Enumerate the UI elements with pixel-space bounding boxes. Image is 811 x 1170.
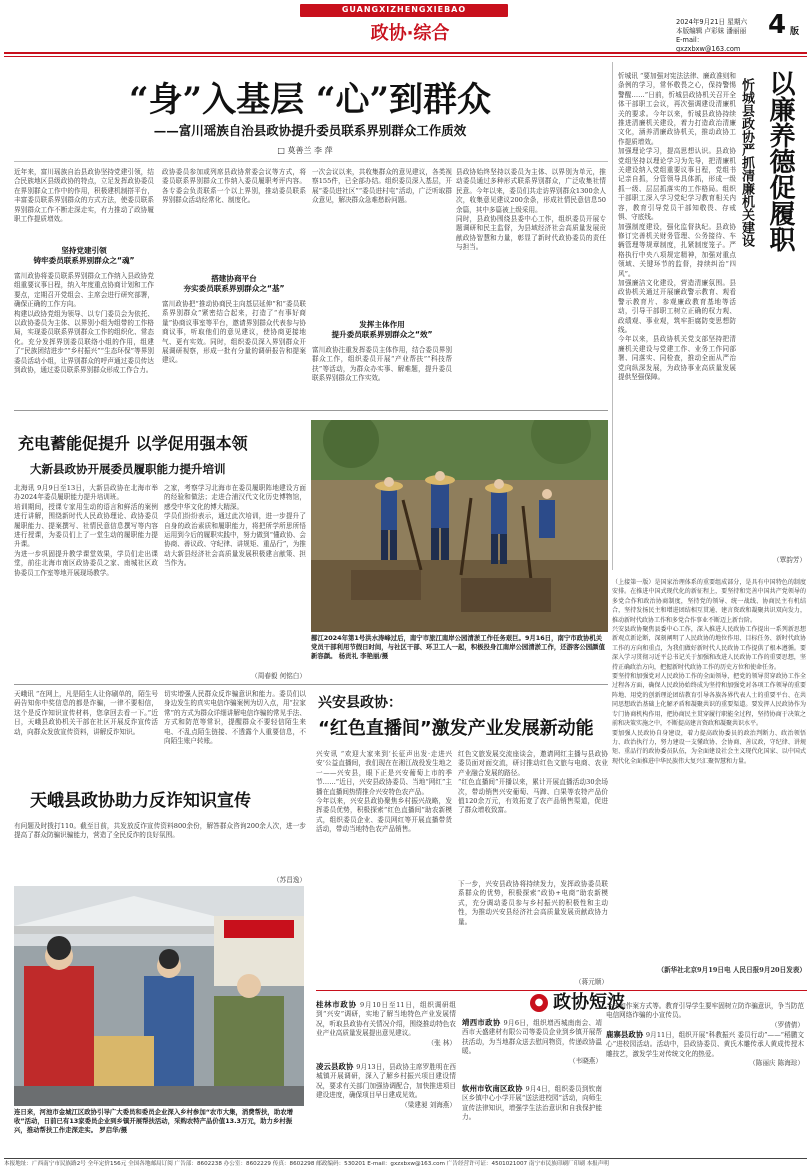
masthead-info [676, 18, 766, 54]
story3-col2: 切实增强人民群众反诈骗意识和能力。委员们以身边发生的真实电信诈骗案例为切入点，用“拉家常”的方式为群众详细讲解电信诈骗的常见手法、方式和防范等常识，提醒群众不要轻信陌生来电、不乱点陌生链接、不透露个人重要信息，不向陌生账户转账。 [164, 690, 306, 746]
brief-item [606, 1030, 804, 1156]
lead-col4-p1: 县政协始终坚持以委员为主体、以界别为单元，推动委员通过多种形式联系界别群众，广泛收集社情民意。今年以来，委员们共走访界别群众1300余人次，收集意见建议200余条，形成社情民意信息50余篇，其中多篇被上级采用。 同时，县政协围绕县委中心工作，组织委员开展专题调研和民主监督，为县域经济社会高质量发展贡献政协智慧和力量，彰显了新时代政协委员的责任与担当。 [456, 168, 606, 252]
brief-item-text: 9月10日至11日，组织调研组到“兴安”调研，实地了解当地特色产业发展情况，听取县政协有关情况介绍，围绕推动特色农业产业高质量发展提出意见建议。 [316, 1001, 456, 1038]
cleanup-photo-graphic [311, 420, 608, 632]
brief-item-credit: （梁建昶 刘海燕） [401, 1100, 456, 1109]
section-title: 政协·综合 [370, 23, 450, 44]
brief-item-head: 桂林市政协 [316, 1000, 361, 1009]
brief-item [606, 1002, 804, 1028]
story2-col2: 之家，考察学习北海市在委员履职阵地建设方面的经验和做法；走进合浦汉代文化历史博物馆，感受中华文化的博大精深。 学员们纷纷表示，通过此次培训，进一步提升了自身的政治素质和履职能力，将把所学所思所悟运用到今后的履职实践中，努力做到“懂政协、会协商、善议政、守纪律、讲规矩、重品行”，为推动大新县经济社会高质量发展积极建言献策、担当作为。 [164, 484, 306, 568]
sidebar-subtitle: 忻城县政协严抓清廉机关建设 [739, 78, 754, 247]
lead-col2-heading: 搭建协商平台 夯实委员联系界别群众之“基” [183, 274, 285, 293]
brief-item-credit: （张 林） [427, 1038, 456, 1047]
cleanup-photo [311, 420, 608, 632]
brief-item [316, 1062, 456, 1156]
brief-item [316, 1000, 456, 1058]
briefs-rule [316, 990, 807, 991]
column-divider [612, 62, 613, 570]
brief-item-credit: （韦晓燕） [569, 1056, 602, 1065]
briefs-icon: ● [530, 994, 548, 1012]
brief-item-head: 软州市钦南区政协 [462, 1084, 526, 1093]
story3-col1: 天峨讯 “在网上，凡是陌生人让你刷单的，陌生号码告知你中奖信息的都是诈骗，一律不要相信，这个是反诈知识宣传材料，您拿回去看一下。”近日，天峨县政协机关干部在社区开展反诈宣传活动，向群众发放宣传资料，讲解反诈知识。 [14, 690, 158, 736]
story3-credit: （苏昌逸） [273, 876, 306, 884]
lead-rule [14, 161, 608, 162]
footer-rule [4, 1158, 807, 1159]
article-right-body: （上接第一版）是国家治理体系的重要组成部分，是具有中国特色的制度安排。在推进中国式现代化的新征程上，要坚持和完善中国共产党领导的多党合作和政治协商制度，坚持党的领导、统一战线、协商民主有机结合，坚持发扬民主和增进团结相互贯通、建言资政和凝聚共识双向发力，推动新时代政协工作和多党合作事业不断迈上新台阶。 兴安县政协聚焦县委中心工作，深入推进人民政协工作提出一系列新思想新观点新论断，深刻阐明了人民政协的地位作用、目标任务、新时代政协工作的方向和重点，为我们做好新时代人民政协工作提供了根本遵循。要深入学习贯彻习近平总书记关于加强和改进人民政协工作的重要思想，坚持正确政治方向，把握新时代政协工作的历史方位和使命任务。 要坚持和加强党对人民政协工作的全面领导，把党的领导贯穿政协工作全过程各方面，确保人民政协始终成为坚持和加强党对各项工作领导的重要阵地、用党的创新理论团结教育引导各族各界代表人士的重要平台、在共同思想政治基础上化解矛盾和凝聚共识的重要渠道。要发挥人民政协作为专门协商机构作用，把协商民主贯穿履行职能全过程，坚持协商于决策之前和决策实施之中，不断提高建言资政和凝聚共识水平。 要加强人民政协自身建设，着力提高政协委员的政治判断力、政治领悟力、政治执行力，努力建设一支懂政协、会协商、善议政，守纪律、讲规矩、重品行的政协委员队伍，为全面建设社会主义现代化国家、以中国式现代化全面推进中华民族伟大复兴汇聚智慧和力量。 [612, 579, 806, 765]
sidebar-title: 以廉养德促履职 [765, 70, 795, 252]
story4-credit: （蒋元顺） [575, 978, 608, 986]
brief-item-credit: （陈丽庆 陈海琮） [749, 1059, 804, 1068]
lead-subtitle: ——富川瑶族自治县政协提升委员联系界别群众工作质效 [153, 123, 467, 138]
lead-title: “身”入基层 “心”到群众 [128, 80, 492, 120]
brief-item [462, 1018, 602, 1082]
lead-col2-p2: 富川政协把“推动协商民主向基层延伸”和“委员联系界别群众”紧密结合起来，打造了“有事好商量”协商议事室等平台，邀请界别群众代表参与协商议事，听取他们的意见建议，使协商更接地气、更有实效。同时，组织委员深入界别群众开展调研视察，形成一批有分量的调研报告和提案建议。 [162, 300, 306, 365]
story4-col3: 下一步，兴安县政协将持续发力，发挥政协委员联系群众的优势，积极探索“政协+电商”助农新模式，充分调动委员参与乡村振兴的积极性和主动性，为推动兴安县经济社会高质量发展贡献政协力量。 [458, 880, 608, 926]
brief-item-head: 靖西市政协 [462, 1018, 504, 1027]
lead-col1-p2: 富川政协将委员联系界别群众工作纳入县政协党组重要议事日程，纳入年度重点协商计划和工作要点，定期召开党组会、主席会进行研究部署，确保正确的工作方向。 构建以政协党组为领导、以专门委员会为依托、以政协委员为主体、以界别小组为组带的工作格局，实现委员联系界别群众工作的组织化、常态化。充分发挥界别委员联络小组的作用，组建了“民族团结进步”“乡村振兴”“生态环保”等界别委员活动小组，让界别群众的呼声通过委员传达到政协，通过委员联系界别群众形成工作合力。 [14, 272, 154, 375]
page-unit: 版 [790, 27, 800, 37]
market-photo-graphic [14, 886, 304, 1106]
lead-byline: □ 莫善兰 李 萍 [277, 146, 333, 155]
section-rule-lower [14, 684, 608, 685]
masthead-rule [4, 52, 807, 54]
story2-title: 充电蓄能促提升 以学促用强本领 [18, 434, 248, 453]
issue-weekday: 星期六 [727, 18, 748, 26]
story4-title-small: 兴安县政协： [318, 695, 402, 711]
lead-col2-p1: 政协委员参加或列席县政协常委会议等方式，将委员联系界别群众工作纳入委员履职考评内容。各专委会负责联系一个以上界别，推动委员联系界别群众活动经常化、制度化。 [162, 168, 306, 205]
lead-col1-p1: 近年来，富川瑶族自治县政协坚持党建引领，结合民族地区县级政协的特点，立足发挥政协委员在界别群众工作中的作用，积极建机制搭平台，丰富委员联系界别群众的方式方法，使委员联系界别群众工作不断走深走实，有力推动了政协履职工作提质增效。 [14, 168, 154, 224]
brief-item [462, 1084, 602, 1150]
story2-credit: （周春毅 何铭白） [251, 672, 306, 680]
lead-col1-heading: 坚持党建引领 铸牢委员联系界别群众之“魂” [33, 246, 135, 265]
brief-item-text: 9月4日，组织委员到钦南区乡镇中心小学开展“送法进校园”活动，向师生宣传法律知识，增强学生法治意识和自我保护能力。 [462, 1085, 602, 1122]
lead-col3-p1: 一次会议以来，共收集群众的意见建议，各类视察155件，已全部办结。组织委员深入基层，开展“委员进社区”“委员进村屯”活动，广泛听取群众意见，解决群众急难愁盼问题。 [312, 168, 452, 205]
story2-col1: 北海讯 9月9日至13日，大新县政协在北海市举办2024年委员履职能力提升培训班。 培训期间，授课专家用生动的语言和鲜活的案例进行讲解，围绕新时代人民政协理论、政协委员履职能力、提案撰写、社情民意信息撰写等内容进行授课，为委员们上了一堂生动的履职能力提升课。 为进一步巩固提升教学课堂效果，学员们走出课堂，前往北海市南区政协委员之家、南城社区政协委员工作室等地开展现场教学。 [14, 484, 158, 577]
brief-item-text: 9月11日，组织开展“科教振兴 委员行动”——“稻鹏文心”进校园活动。活动中，县政协委员、黄氏木雕传承人黄成传授木雕技艺，激发学生对传统文化的热爱。 [606, 1031, 804, 1058]
brief-item-text: 手法和作案方式等。教育引导学生要牢固树立防诈骗意识，争当防范电信网络诈骗的小宣传员。 [606, 1002, 804, 1020]
story4-col1: 兴安讯 “欢迎大家来到‘长征声出发·走进兴安’公益直播间，我们现在在湘江战役发生地之一——兴安县，眼下正是兴安葡萄上市的季节……”近日，兴安县政协委员、当地“网红”主播在直播间热情推介兴安特色农产品。 今年以来，兴安县政协聚焦乡村振兴战略，发挥委员优势，积极探索“红色直播间”助农新模式，组织委员企业、委员网红等开展直播带货活动，带动当地特色农产品销售。 [316, 750, 452, 834]
briefs-title: 政协短波 [553, 992, 626, 1013]
brief-item-head: 鹿寨县政协 [606, 1030, 646, 1039]
masthead-rule-thin [4, 56, 807, 57]
lead-col3-p2: 富川政协注重发挥委员主体作用，结合委员界别群众工作，组织委员开展“产业帮扶”“科技帮扶”等活动，为群众办实事、解难题，提升委员联系界别群众工作实效。 [312, 346, 452, 383]
brief-item-credit: （罗倩倩） [771, 1020, 804, 1028]
story3-col3: 有问题及时拨打110。截至目前，共发放反诈宣传资料800余份，解答群众咨询200余人次，进一步提高了群众防骗识骗能力，营造了全民反诈的良好氛围。 [14, 822, 306, 840]
brief-item-text: 9月13日，县政协主席罗胜明在西城镇开展调研，深入了解乡村振兴项目建设情况，要求有关部门加强协调配合，加快推进项目建设进度，确保项目早日建成见效。 [316, 1063, 456, 1100]
sidebar-credit: （覃韵芳） [773, 556, 806, 564]
brief-item-head: 凌云县政协 [316, 1062, 357, 1071]
story4-title: “红色直播间”激发产业发展新动能 [318, 718, 594, 739]
page-editor: 本版编辑 卢彩妹 潘丽丽 [676, 27, 747, 35]
sidebar-body: 忻城讯 “要加强对宪法法律、廉政准则和条例的学习，常怀敬畏之心，保持警惕警醒……”日前，忻城县政协机关召开全体干部职工会议，再次强调建设清廉机关的要求。今年以来，忻城县政协持续推进清廉机关建设，着力打造政治清廉文化，涵养清廉政协机关，推动政协工作提质增效。 加强理论学习，提高思想认识。县政协党组坚持以理论学习为先导，把清廉机关建设纳入党组重要议事日程，党组书记亲自抓，分管领导具体抓，形成一级抓一级、层层抓落实的工作格局。组织干部职工深入学习党纪学习教育相关内容，教育引导党员干部知敬畏、存戒惧、守底线。 加强制度建设，强化监督执纪。县政协修订完善机关财务管理、公务接待、车辆管理等规章制度，扎紧制度笼子。严格执行中央八项规定精神，加强对重点领域、关键环节的监督，持续纠治“四风”。 加强廉洁文化建设，营造清廉氛围。县政协机关通过开展廉政警示教育、观看警示教育片、参观廉政教育基地等活动，引导干部职工树立正确的权力观、政绩观、事业观，筑牢拒腐防变思想防线。 今年以来，县政协机关党支部坚持把清廉机关建设与党建工作、业务工作同部署、同落实、同检查，推动全面从严治党向纵深发展，为政协事业高质量发展提供坚强保障。 [618, 72, 736, 381]
page-email: E-mail：gxzxbxw@163.com [676, 36, 741, 53]
section-rule-mid [14, 410, 608, 411]
lead-col3-heading: 发挥主体作用 提升委员联系界别群众之“效” [331, 320, 433, 339]
article-right-credit: （新华社北京9月19日电 人民日报9月20日发表） [657, 966, 806, 974]
story4-col2: 红色文旅发展交流座谈会，邀请网红主播与县政协委员面对面交流，研讨推动红色文旅与电商、农业产业融合发展的路径。 “红色直播间”开播以来，累计开展直播活动30余场次，带动销售兴安葡萄、马蹄、白果等农特产品价值120余万元，有效拓宽了农产品销售渠道，促进了群众增收致富。 [458, 750, 608, 815]
brief-item-text: 9月6日，组织增西城南南会、靖西市天盛建材有限公司等委员企业到乡镇开展帮扶活动，为当地群众送去慰问物资，传递政协温暖。 [462, 1019, 602, 1056]
market-photo [14, 886, 304, 1106]
story3-title: 天峨县政协助力反诈知识宣传 [30, 791, 251, 811]
market-photo-caption: 连日来，河池市金城江区政协引导广大委员和委员企业深入乡村参加“农市大集，消费帮扶，助农增收”活动，日前已有13家委员企业到乡镇开展帮扶活动，采购农特产品价值13.3万元，助力乡村振兴，推动帮扶工作走深走实。 罗启华/摄 [14, 1108, 293, 1134]
footer-text: 本报地址：广西南宁市民族路2号 全年定价156元 全国各地邮局订阅 广告部：8602238 办公室：8602229 传真：8602298 邮政编码：530201 E-mail：gxzxbxw@163.com 广告经营许可证：4501021007 南宁市民族印刷厂印刷 本报声明 [4, 1161, 609, 1167]
cleanup-photo-caption: 鄯江2024年第1号洪水涛峰过后，南宁市旅江南岸公园清淤工作任务艰巨。9月16日，南宁市政协机关党员干部利用节假日时间，与社区干部、环卫工人一起，积极投身江南岸公园清淤工作，还游客公园颜值新容颜。 杨贡礼 李艳丽/摄 [311, 634, 605, 660]
masthead-pinyin: GUANGXIZHENGXIEBAO [341, 5, 467, 14]
page-number: 4 [768, 10, 787, 40]
story2-subtitle: 大新县政协开展委员履职能力提升培训 [30, 462, 226, 476]
issue-date: 2024年9月21日 [676, 18, 726, 26]
